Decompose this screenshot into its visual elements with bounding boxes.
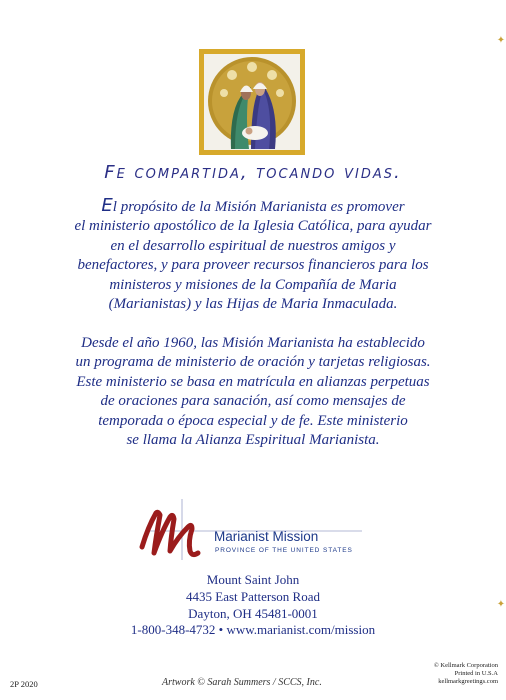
address-line: 4435 East Patterson Road: [186, 589, 320, 604]
paragraph-line: el ministerio apostólico de la Iglesia Católica, para ayudar: [74, 218, 432, 235]
paragraph-line: Desde el año 1960, las Misión Marianista ha establecido: [81, 335, 425, 351]
drop-cap: E: [101, 195, 113, 216]
paragraph-line: de oraciones para sanación, así como mensajes de: [100, 393, 406, 410]
contact-line: 1-800-348-4732 • www.marianist.com/mission: [130, 622, 376, 637]
card-code: 2P 2020: [10, 679, 38, 689]
paragraph-line: Este ministerio se basa en matrícula en alianzas perpetuas: [76, 373, 430, 390]
paragraph-line: un programa de ministerio de oración y tarjetas religiosas.: [75, 354, 431, 371]
logo-subtitle: PROVINCE OF THE UNITED STATES: [215, 547, 353, 554]
ministry-paragraph: [20, 334, 486, 450]
holy-family-artwork: [199, 49, 305, 155]
paragraph-line: en el desarrollo espiritual de nuestros amigos y: [110, 237, 396, 254]
mission-paragraph: [20, 196, 486, 314]
logo-name: Marianist Mission: [214, 529, 319, 544]
publisher-line: kellmarkgreetings.com: [438, 678, 498, 685]
paragraph-line: (Marianistas) y las Hijas de Maria Inmaculada.: [108, 296, 398, 313]
paragraph-line: temporada o época especial y de fe. Este ministerio: [98, 412, 408, 429]
headline: Fe compartida, tocando vidas.: [104, 162, 402, 183]
paragraph-line: benefactores, y para proveer recursos financieros para los: [77, 257, 429, 274]
paragraph-line: El propósito de la Misión Marianista es promover: [101, 195, 405, 216]
artwork-credit: Artwork © Sarah Summers / SCCS, Inc.: [162, 677, 322, 688]
gold-star-icon: ✦: [496, 599, 506, 610]
publisher-line: Printed in U.S.A: [454, 670, 498, 677]
paragraph-line: se llama la Alianza Espiritual Marianista.: [126, 432, 380, 449]
gold-star-icon: ✦: [496, 35, 506, 46]
address-line: Mount Saint John: [206, 572, 300, 587]
paragraph-line: ministeros y misiones de la Compañía de Maria: [109, 276, 397, 293]
address-line: Dayton, OH 45481-0001: [188, 606, 318, 621]
publisher-line: © Kellmark Corporation: [433, 662, 498, 669]
publisher-credit: [388, 662, 498, 686]
